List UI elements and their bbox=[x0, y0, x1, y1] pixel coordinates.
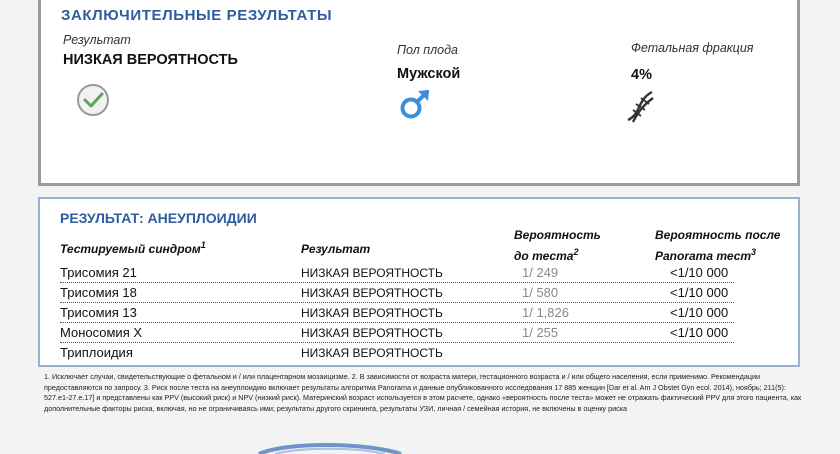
row-syndrome: Триплоидия bbox=[60, 345, 133, 360]
row-post: <1/10 000 bbox=[670, 265, 729, 280]
aneuploidy-panel bbox=[38, 197, 800, 367]
row-result: НИЗКАЯ ВЕРОЯТНОСТЬ bbox=[301, 346, 443, 360]
table-row bbox=[60, 283, 734, 303]
table-row bbox=[60, 323, 734, 343]
row-syndrome: Трисомия 13 bbox=[60, 305, 137, 320]
row-result: НИЗКАЯ ВЕРОЯТНОСТЬ bbox=[301, 266, 443, 280]
header-post-line1: Вероятность после bbox=[655, 228, 781, 242]
header-post-sup: 3 bbox=[751, 247, 757, 257]
footnote: 1. Исключает случаи, свидетельствующие о фетальном и / или плацентарном мозаицизме. 2. В зависимости от возраста матери, гестационного возраста и / или общего населения, если применимо. Рекомендации предоставляются по запросу. 3. Риск после теста на анеуплоидию включает результаты алгоритма Panorama и данные опубликованного исследования 17 885 женщин [Dar et al. Am J Obstet Gyn ecol. 2014), ноябрь; 211(5): 527.e1-27.e.17] и представлены как PPV (высокий риск) и NPV (низкий риск). Материнский возраст используется в этом расчете, однако «вероятность после теста» может не отражать фактический PPV для этого пациента, как дополнительные факторы риска, включая, но не ограничиваясь ими; результаты другого скрининга, результаты УЗИ, личная / семейная история, не включены в оценку риска bbox=[44, 372, 802, 413]
fraction-label: Фетальная фракция bbox=[631, 41, 754, 55]
sex-label: Пол плода bbox=[397, 43, 458, 57]
header-syndrome-sup: 1 bbox=[200, 240, 206, 250]
aneuploidy-title: РЕЗУЛЬТАТ: АНЕУПЛОИДИИ bbox=[60, 210, 257, 226]
table-row bbox=[60, 263, 734, 283]
check-circle-icon bbox=[75, 82, 111, 118]
table-row bbox=[60, 343, 734, 362]
row-prior: 1/ 255 bbox=[522, 325, 559, 340]
header-syndrome bbox=[60, 237, 206, 258]
sex-value: Мужской bbox=[397, 66, 461, 82]
final-results-panel bbox=[38, 0, 800, 186]
header-prior bbox=[514, 227, 601, 265]
table-row bbox=[60, 303, 734, 323]
male-symbol-icon bbox=[398, 86, 436, 122]
header-post-line2: Panorama тест bbox=[655, 249, 752, 263]
row-syndrome: Моносомия X bbox=[60, 325, 143, 340]
header-syndrome-text: Тестируемый синдром bbox=[60, 242, 201, 256]
row-result: НИЗКАЯ ВЕРОЯТНОСТЬ bbox=[301, 326, 443, 340]
header-prior-line1: Вероятность bbox=[514, 228, 601, 242]
row-syndrome: Трисомия 18 bbox=[60, 285, 137, 300]
header-post bbox=[655, 227, 780, 265]
final-results-title: ЗАКЛЮЧИТЕЛЬНЫЕ РЕЗУЛЬТАТЫ bbox=[61, 7, 333, 24]
result-label: Результат bbox=[63, 33, 131, 47]
fraction-value: 4% bbox=[631, 67, 652, 83]
row-post: <1/10 000 bbox=[670, 305, 729, 320]
row-result: НИЗКАЯ ВЕРОЯТНОСТЬ bbox=[301, 306, 443, 320]
row-prior: 1/ 249 bbox=[522, 265, 559, 280]
dna-icon bbox=[623, 88, 657, 124]
row-prior: 1/ 1,826 bbox=[522, 305, 569, 320]
row-prior: 1/ 580 bbox=[522, 285, 559, 300]
result-value: НИЗКАЯ ВЕРОЯТНОСТЬ bbox=[63, 52, 238, 68]
header-result: Результат bbox=[301, 242, 371, 256]
row-post: <1/10 000 bbox=[670, 285, 729, 300]
header-prior-line2: до теста bbox=[514, 249, 574, 263]
row-syndrome: Трисомия 21 bbox=[60, 265, 137, 280]
row-post: <1/10 000 bbox=[670, 325, 729, 340]
row-result: НИЗКАЯ ВЕРОЯТНОСТЬ bbox=[301, 286, 443, 300]
header-prior-sup: 2 bbox=[573, 247, 579, 257]
